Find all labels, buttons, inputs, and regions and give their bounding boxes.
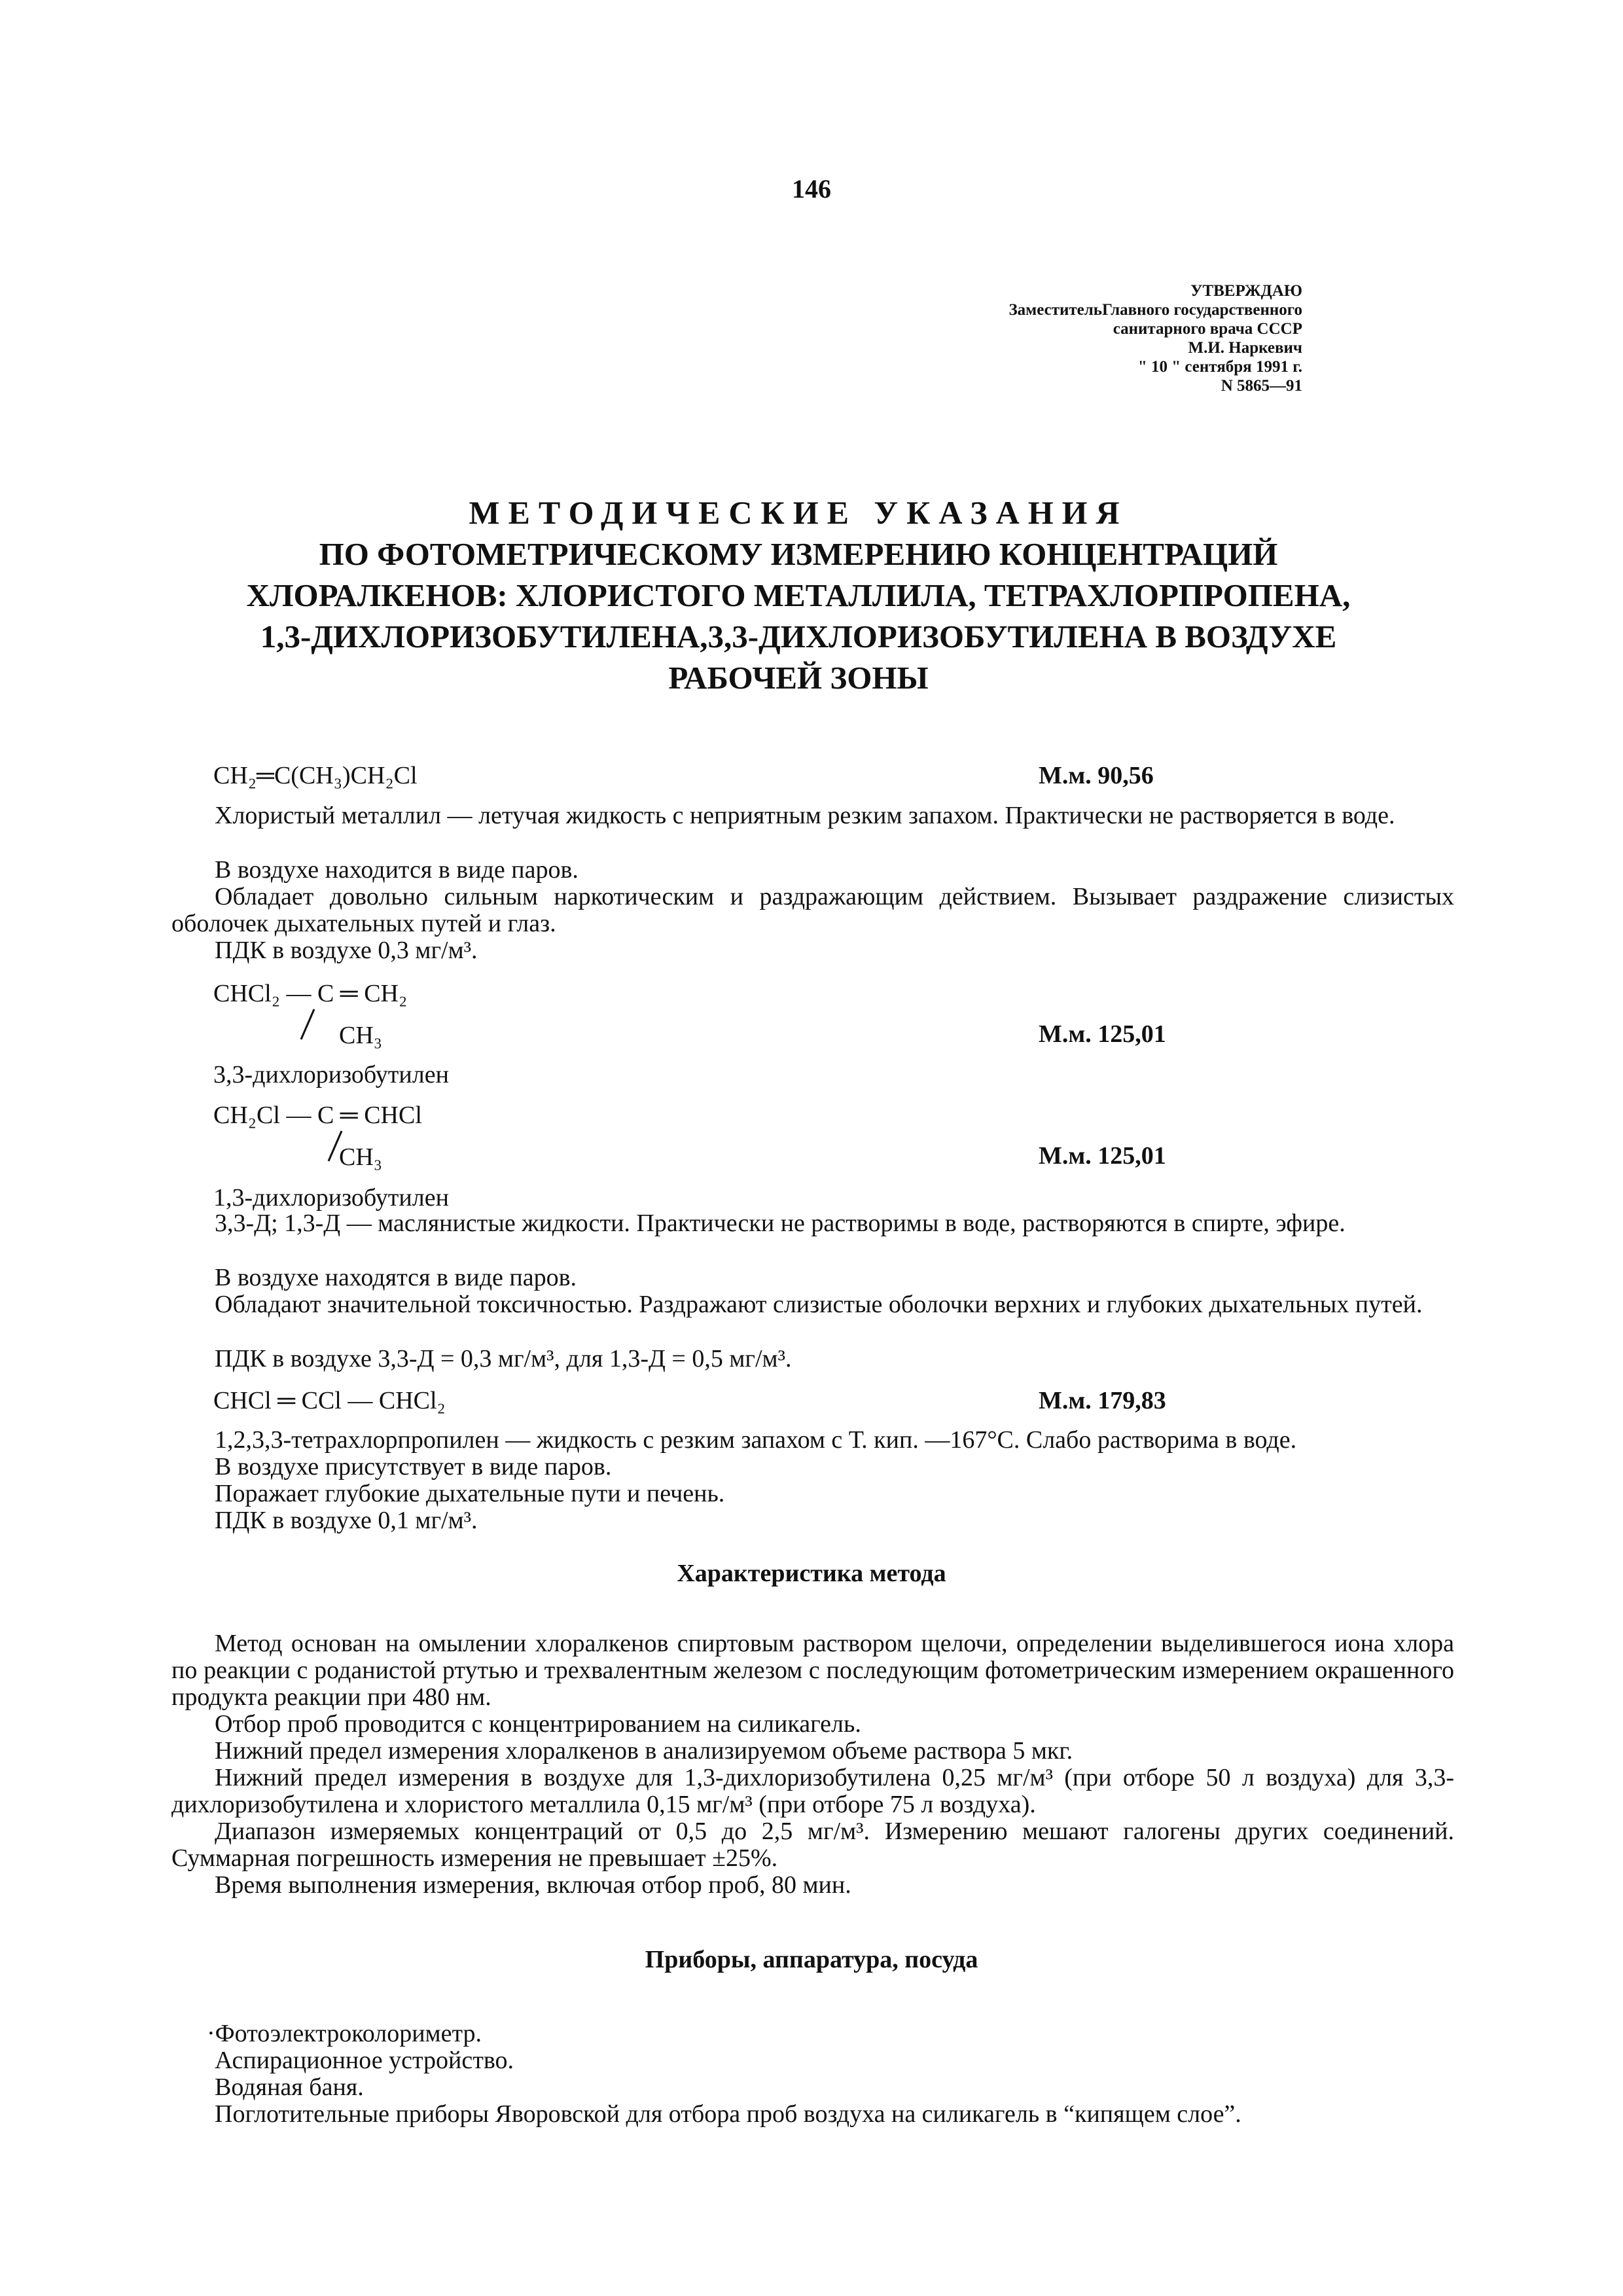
list-item: ·Фотоэлектроколориметр. bbox=[207, 2020, 482, 2047]
paragraph: Обладают значительной токсичностью. Раздражают слизистые оболочки верхних и глубоких дыхательных путей. bbox=[215, 1291, 1423, 1318]
approval-line: М.И. Наркевич bbox=[1188, 339, 1302, 357]
paragraph: ПДК в воздухе 0,1 мг/м³. bbox=[215, 1507, 478, 1534]
paragraph: Нижний предел измерения хлоралкенов в анализируемом объеме раствора 5 мкг. bbox=[215, 1737, 1073, 1765]
molecular-weight: М.м. 179,83 bbox=[1039, 1387, 1166, 1414]
paragraph: Нижний предел измерения в воздухе для 1,3-дихлоризобутилена 0,25 мг/м³ (при отборе 50 л воздуха) для 3,3-дихлоризобутилена и хлористого металлила 0,15 мг/м³ (при отборе 75 л воздуха). bbox=[171, 1764, 1454, 1818]
paragraph: Отбор проб проводится с концентрированием на силикагель. bbox=[215, 1710, 861, 1738]
approval-line: N 5865—91 bbox=[1221, 377, 1302, 395]
paragraph: ПДК в воздухе 0,3 мг/м³. bbox=[215, 937, 478, 964]
approval-line: " 10 " сентября 1991 г. bbox=[1137, 358, 1302, 376]
approval-line: санитарного врача СССР bbox=[1113, 320, 1302, 338]
paragraph: В воздухе находятся в виде паров. bbox=[215, 1264, 577, 1291]
title-line: 1,3-ДИХЛОРИЗОБУТИЛЕНА,3,3-ДИХЛОРИЗОБУТИЛЕНА В ВОЗДУХЕ bbox=[260, 619, 1337, 655]
paragraph: Диапазон измеряемых концентраций от 0,5 до 2,5 мг/м³. Измерению мешают галогены других соединений. Суммарная погрешность измерения не превышает ±25%. bbox=[171, 1818, 1454, 1872]
molecular-weight: М.м. 90,56 bbox=[1039, 762, 1154, 789]
title-line: МЕТОДИЧЕСКИЕ УКАЗАНИЯ bbox=[469, 494, 1128, 531]
approval-line: ЗаместительГлавного государственного bbox=[1008, 301, 1302, 319]
formula-dcib33-bottom: CH₃ bbox=[339, 1022, 383, 1049]
molecular-weight: М.м. 125,01 bbox=[1039, 1020, 1166, 1048]
section-heading: Приборы, аппаратура, посуда bbox=[645, 1946, 978, 1973]
paragraph: Метод основан на омылении хлоралкенов спиртовым раствором щелочи, определении выделившегося иона хлора по реакции с роданистой ртутью и трехвалентным железом с последующим фотометрическим измерением окрашенного продукта реакции при 480 нм. bbox=[171, 1630, 1454, 1711]
molecular-weight: М.м. 125,01 bbox=[1039, 1142, 1166, 1170]
compound-name: 1,3-дихлоризобутилен bbox=[213, 1184, 449, 1211]
document-title bbox=[164, 492, 1433, 698]
paragraph: Время выполнения измерения, включая отбор проб, 80 мин. bbox=[215, 1871, 851, 1899]
title-line: ПО ФОТОМЕТРИЧЕСКОМУ ИЗМЕРЕНИЮ КОНЦЕНТРАЦИЙ bbox=[319, 536, 1278, 572]
approval-line: УТВЕРЖДАЮ bbox=[1190, 282, 1302, 300]
formula-dcib13-top: CH₂Cl — C ═ CHCl bbox=[213, 1102, 422, 1129]
page-number: 146 bbox=[792, 174, 831, 204]
paragraph: Поражает глубокие дыхательные пути и печень. bbox=[215, 1480, 725, 1507]
compound-name: 3,3-дихлоризобутилен bbox=[213, 1061, 449, 1088]
paragraph: 1,2,3,3-тетрахлорпропилен — жидкость с резким запахом с Т. кип. —167°С. Слабо растворима в воде. bbox=[215, 1426, 1297, 1454]
paragraph: В воздухе присутствует в виде паров. bbox=[215, 1453, 612, 1480]
section-heading: Характеристика метода bbox=[677, 1560, 946, 1587]
formula-tcp: CHCl ═ CCl — CHCl₂ bbox=[213, 1387, 446, 1414]
list-item: Аспирационное устройство. bbox=[215, 2047, 514, 2074]
title-line: РАБОЧЕЙ ЗОНЫ bbox=[668, 660, 929, 696]
paragraph: Обладает довольно сильным наркотическим и раздражающим действием. Вызывает раздражение слизистых оболочек дыхательных путей и глаз. bbox=[171, 883, 1454, 937]
paragraph: 3,3-Д; 1,3-Д — маслянистые жидкости. Практически не растворимы в воде, растворяются в спирте, эфире. bbox=[215, 1210, 1346, 1237]
paragraph: В воздухе находится в виде паров. bbox=[215, 856, 579, 884]
paragraph: Хлористый металлил — летучая жидкость с неприятным резким запахом. Практически не растворяется в воде. bbox=[215, 802, 1395, 829]
branch-bond bbox=[288, 1008, 327, 1047]
formula-dcib13-bottom: CH₃ bbox=[339, 1143, 383, 1171]
formula-dcib33-top: CHCl₂ — C ═ CH₂ bbox=[213, 980, 408, 1007]
list-item: Водяная баня. bbox=[215, 2073, 364, 2101]
formula-metallyl: CH₂═C(CH₃)CH₂Cl bbox=[213, 762, 418, 789]
title-line: ХЛОРАЛКЕНОВ: ХЛОРИСТОГО МЕТАЛЛИЛА, ТЕТРАХЛОРПРОПЕНА, bbox=[246, 577, 1351, 613]
paragraph: ПДК в воздухе 3,3-Д = 0,3 мг/м³, для 1,3-Д = 0,5 мг/м³. bbox=[215, 1345, 792, 1372]
approval-block bbox=[1008, 281, 1302, 395]
list-item: Поглотительные приборы Яворовской для отбора проб воздуха на силикагель в “кипящем слое”. bbox=[215, 2100, 1241, 2128]
